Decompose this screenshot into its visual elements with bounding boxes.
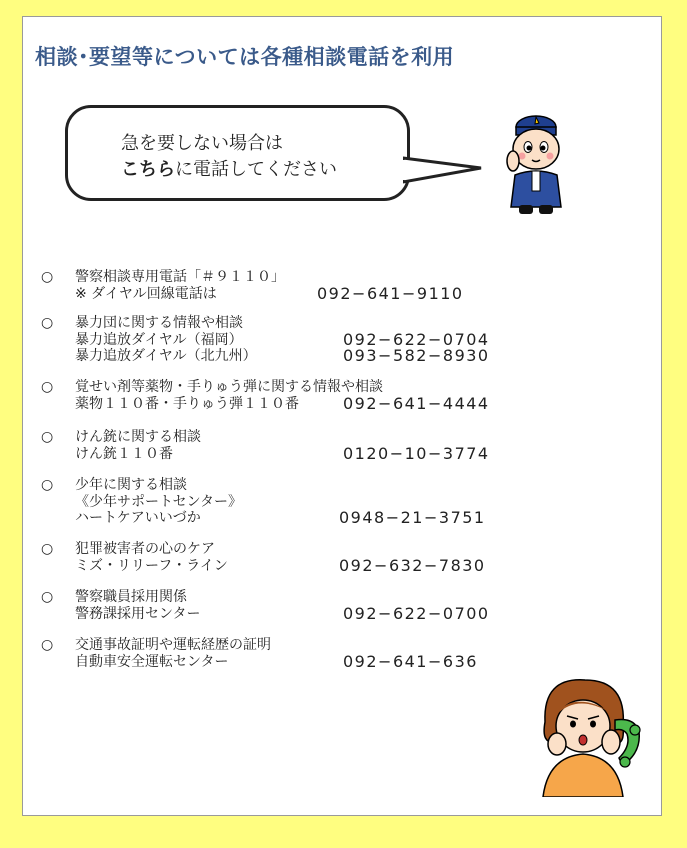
speech-bubble-text bbox=[121, 131, 337, 183]
phone-number: 092−622−0704 bbox=[343, 329, 490, 349]
item-line bbox=[75, 477, 242, 494]
item-line bbox=[75, 637, 271, 654]
item-label: 自動車安全運転センター bbox=[75, 653, 229, 670]
item-label: 覚せい剤等薬物・手りゅう弾に関する情報や相談 bbox=[75, 379, 383, 395]
item-label: ミズ・リリーフ・ライン bbox=[75, 557, 228, 574]
bullet-mark: ○ bbox=[41, 541, 54, 557]
item-label: ※ ダイヤル回線電話は bbox=[75, 285, 217, 302]
speech-bubble-tail bbox=[403, 152, 483, 192]
phone-number: 0120−10−3774 bbox=[343, 443, 490, 463]
item-line bbox=[75, 494, 242, 511]
police-officer-illustration bbox=[491, 97, 581, 217]
bullet-mark: ○ bbox=[41, 637, 54, 653]
item-label: 犯罪被害者の心のケア bbox=[75, 541, 215, 557]
item-label: 交通事故証明や運転経歴の証明 bbox=[75, 637, 271, 653]
item-line bbox=[75, 651, 478, 671]
item-label: 暴力追放ダイヤル（福岡） bbox=[75, 331, 243, 348]
item-line bbox=[75, 269, 285, 286]
phone-number: 093−582−8930 bbox=[343, 346, 490, 365]
page-title: 相談･要望等については各種相談電話を利用 bbox=[35, 45, 455, 69]
phone-number: 092−632−7830 bbox=[339, 555, 486, 575]
item-line bbox=[75, 283, 464, 303]
item-label: けん銃に関する相談 bbox=[75, 429, 201, 445]
item-line bbox=[75, 589, 200, 606]
item-label: 薬物１１０番・手りゅう弾１１０番 bbox=[75, 395, 299, 412]
bullet-mark: ○ bbox=[41, 269, 54, 285]
phone-number: 092−641−636 bbox=[343, 651, 478, 671]
item-line bbox=[75, 379, 383, 396]
item-label: けん銃１１０番 bbox=[75, 445, 173, 462]
item-label: 暴力追放ダイヤル（北九州） bbox=[75, 348, 257, 364]
phone-number: 092−641−4444 bbox=[343, 393, 490, 413]
item-label: 警察職員採用関係 bbox=[75, 589, 187, 605]
item-line bbox=[75, 555, 486, 575]
item-label: 暴力団に関する情報や相談 bbox=[75, 315, 243, 331]
item-label: 警務課採用センター bbox=[75, 605, 201, 622]
item-line bbox=[75, 429, 201, 446]
bullet-mark: ○ bbox=[41, 477, 54, 493]
item-line bbox=[75, 508, 486, 527]
item-label: 《少年サポートセンター》 bbox=[75, 493, 243, 510]
item-label: 少年に関する相談 bbox=[75, 477, 187, 493]
bullet-mark: ○ bbox=[41, 429, 54, 445]
bullet-mark: ○ bbox=[41, 589, 54, 605]
item-line bbox=[75, 329, 490, 349]
item-line bbox=[75, 443, 490, 463]
bubble-line-2 bbox=[121, 157, 337, 183]
phone-number: 0948−21−3751 bbox=[339, 508, 486, 527]
bubble-line-1: 急を要しない場合は bbox=[121, 133, 283, 154]
bullet-mark: ○ bbox=[41, 379, 54, 395]
item-line bbox=[75, 315, 257, 332]
bubble-line-2-rest: に電話してください bbox=[175, 159, 337, 180]
bubble-emphasis: こちら bbox=[121, 159, 175, 180]
woman-on-phone-illustration bbox=[523, 672, 653, 797]
phone-number: 092−641−9110 bbox=[317, 283, 464, 303]
item-line bbox=[75, 393, 490, 413]
item-label: ハートケアいいづか bbox=[75, 510, 201, 526]
item-line bbox=[75, 603, 490, 623]
item-line bbox=[75, 346, 490, 365]
item-label: 警察相談専用電話「＃９１１０」 bbox=[75, 269, 285, 285]
item-line bbox=[75, 541, 228, 558]
phone-number: 092−622−0700 bbox=[343, 603, 490, 623]
bullet-mark: ○ bbox=[41, 315, 54, 331]
content-panel bbox=[22, 16, 662, 816]
